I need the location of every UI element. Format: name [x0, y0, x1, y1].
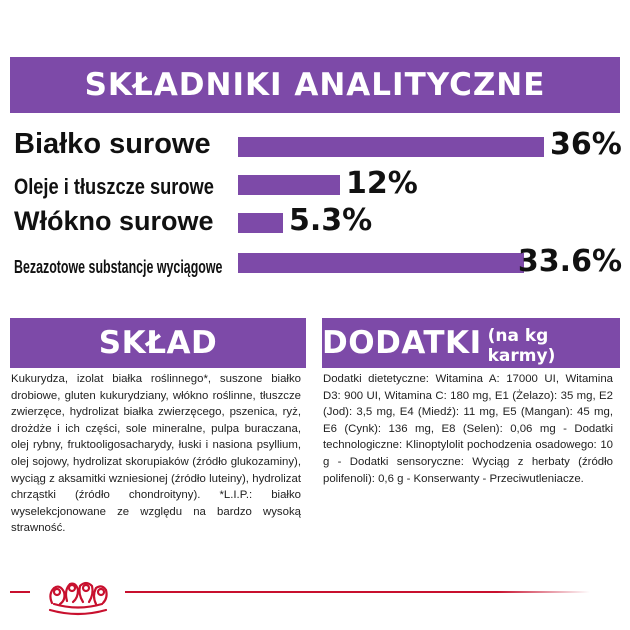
- analytic-row-fiber: [0, 203, 630, 239]
- composition-header: [10, 318, 306, 368]
- additives-subtitle: (na kg karmy): [487, 326, 556, 366]
- royal-canin-crown-icon: [40, 570, 116, 620]
- analytic-row-nfe: [0, 244, 630, 280]
- analytic-value: 12%: [346, 166, 418, 201]
- composition-text: Kukurydza, izolat białka roślinnego*, suszone białko drobiowe, gluten kukurydziany, włókno roślinne, tłuszcze zwierzęce, hydrolizat białka zwierzęcego, pszenica, ryż, drożdże i ich części, sole mineralne, pulpa buraczana, olej rybny, fruktooligosacharydy, łuski i nasiona psyllium, olej sojowy, hydrolizat skorupiaków (źródło glukozaminy), wyciąg z aksamitki wzniesionej (źródło luteiny), hydrolizat chrząstki (źródło chondroityny). *L.I.P.: białko wyselekcjonowane ze względu na bardzo wysoką strawność.: [11, 373, 301, 535]
- footer-divider-left: [10, 591, 30, 593]
- analytic-label: Białko surowe: [14, 128, 211, 160]
- analytic-row-protein: [0, 127, 630, 163]
- page-title: SKŁADNIKI ANALITYCZNE: [84, 67, 546, 103]
- analytic-value: 33.6%: [517, 244, 622, 279]
- header-banner: [10, 57, 620, 113]
- additives-text: Dodatki dietetyczne: Witamina A: 17000 UI, Witamina D3: 900 UI, Witamina C: 180 mg, E1 (Żelazo): 35 mg, E2 (Jod): 3,5 mg, E4 (Miedź): 11 mg, E5 (Mangan): 45 mg, E6 (Cynk): 136 mg, E8 (Selen): 0,06 mg - Dodatki technologiczne: Klinoptylolit pochodzenia osadowego: 10 g - Dodatki sensoryczne: Wyciąg z herbaty (źródło polifenoli): 0,6 g - Konserwanty - Przeciwutleniacze.: [323, 373, 613, 485]
- composition-title: SKŁAD: [98, 325, 218, 361]
- analytic-label: Włókno surowe: [14, 206, 214, 236]
- analytic-bar: [238, 213, 283, 233]
- analytic-bar: [238, 137, 544, 157]
- additives-title: DODATKI: [322, 325, 482, 361]
- analytic-value: 36%: [550, 127, 622, 162]
- analytic-bar: [238, 175, 340, 195]
- footer-divider-right: [125, 591, 590, 593]
- additives-header: [322, 318, 620, 368]
- analytic-label: Bezazotowe substancje wyciągowe: [14, 257, 223, 277]
- analytic-value: 5.3%: [289, 203, 373, 238]
- analytic-row-fat: [0, 166, 630, 202]
- analytic-label: Oleje i tłuszcze surowe: [14, 174, 214, 199]
- analytic-bar: [238, 253, 524, 273]
